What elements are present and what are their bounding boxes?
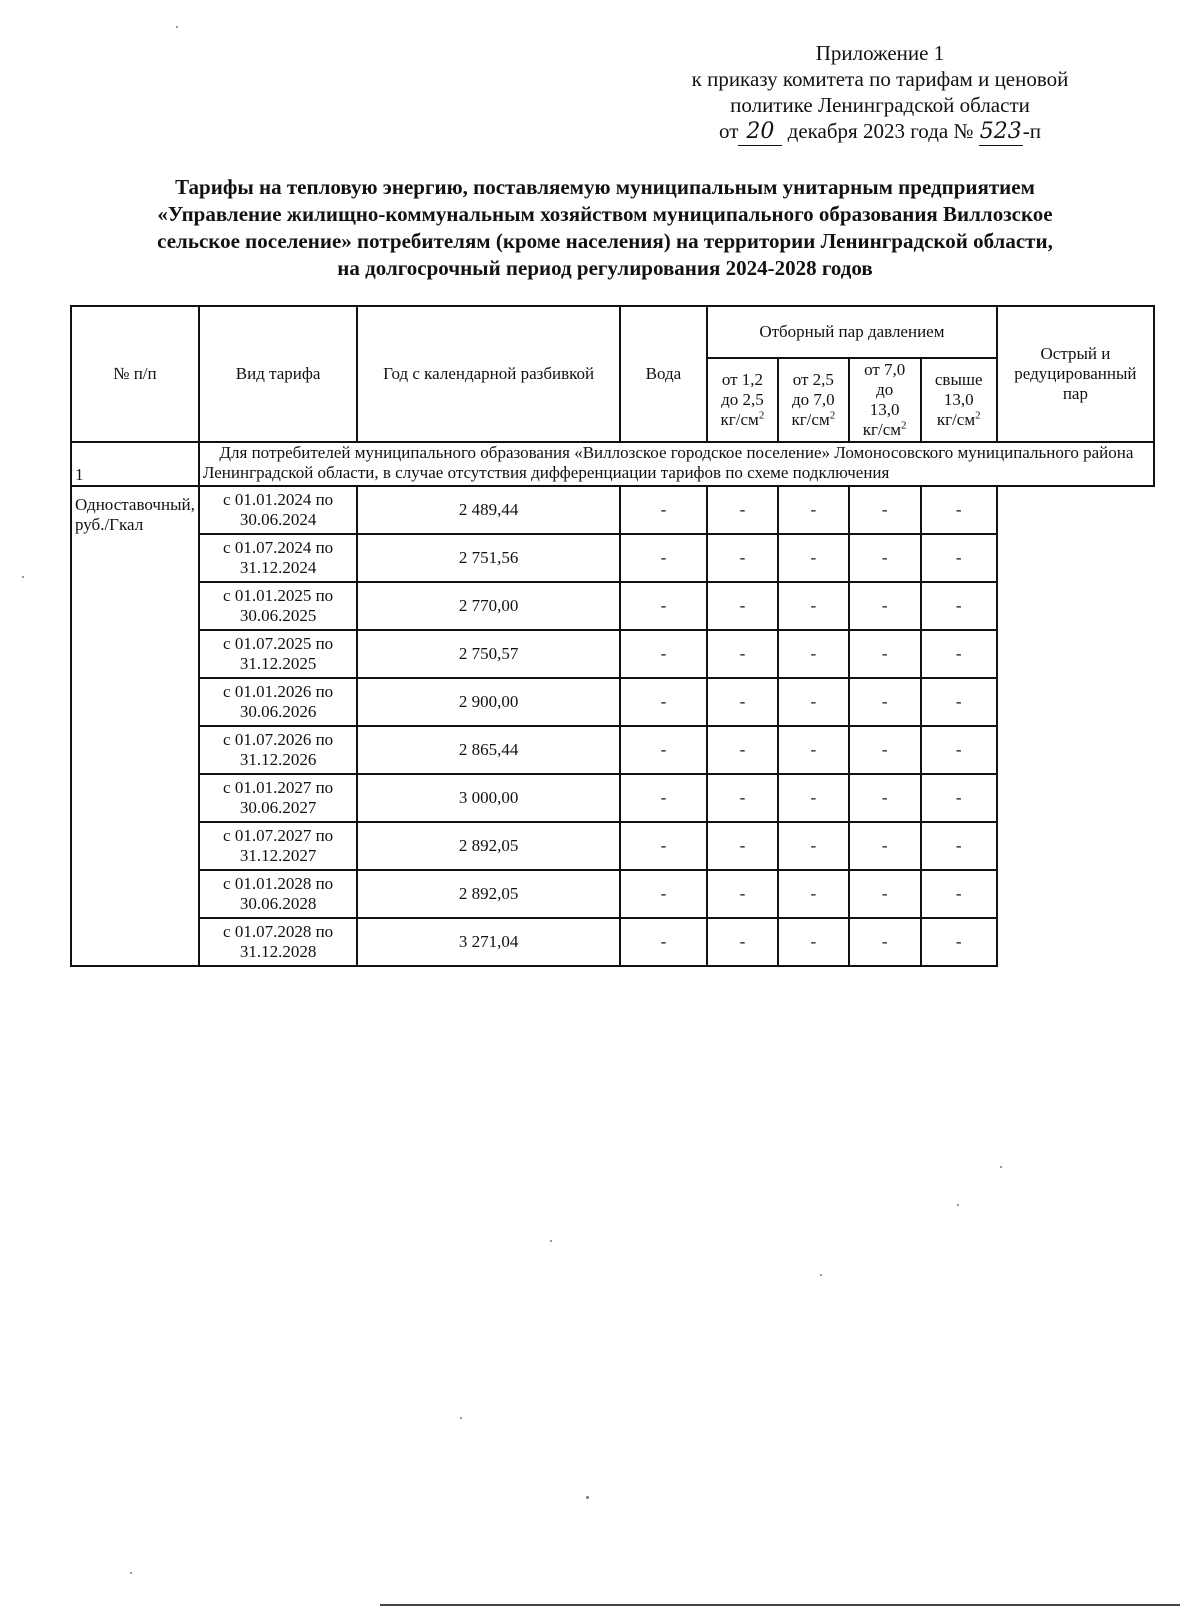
water-tariff-cell: 3 271,04: [357, 918, 620, 966]
p3-tariff-cell: -: [778, 486, 849, 534]
header-num: № п/п: [71, 306, 199, 442]
p1-unit-text: кг/см: [720, 410, 759, 429]
p4-tariff-cell: -: [849, 918, 921, 966]
period-cell: с 01.07.2026 по 31.12.2026: [199, 726, 358, 774]
p4-tariff-cell: -: [849, 678, 921, 726]
appendix-number-field: [979, 118, 1023, 146]
table-row: [71, 630, 1154, 678]
header-sharp-steam: Острый и редуцированный пар: [997, 306, 1154, 442]
title-line-1: Тарифы на тепловую энергию, поставляемую муниципальным унитарным предприятием: [175, 175, 1035, 199]
sharp-tariff-cell: -: [921, 822, 997, 870]
p1-to: до 2,5: [721, 390, 764, 409]
period-cell: с 01.01.2024 по 30.06.2024: [199, 486, 358, 534]
p3-unit-power: 2: [901, 419, 907, 432]
tariff-kind: Одноставочный, руб./Гкал: [71, 486, 199, 966]
p2-tariff-cell: -: [707, 486, 778, 534]
p1-from: от 1,2: [721, 370, 764, 389]
sharp-tariff-cell: -: [921, 678, 997, 726]
p3-tariff-cell: -: [778, 630, 849, 678]
table-row: [71, 678, 1154, 726]
group-description: Для потребителей муниципального образования «Виллозское городское поселение» Ломоносовского муниципального района Ленинградской области, в случае отсутствия дифференциации тарифов по схеме подключения: [199, 442, 1154, 486]
title-line-3: сельское поселение» потребителям (кроме населения) на территории Ленинградской области,: [157, 229, 1053, 253]
p3-unit-text: кг/см: [862, 420, 902, 439]
p1-tariff-cell: -: [620, 534, 707, 582]
table-row: [71, 726, 1154, 774]
tariff-table: [70, 305, 1155, 967]
header-water: Вода: [620, 306, 707, 442]
table-row: [71, 534, 1154, 582]
p3-tariff-cell: -: [778, 534, 849, 582]
p4-unit-text: кг/см: [936, 410, 976, 429]
p3-tariff-cell: -: [778, 870, 849, 918]
table-row: [71, 870, 1154, 918]
document-title: [70, 174, 1140, 282]
header-period: Год с календарной разбивкой: [357, 306, 620, 442]
p4-above: свыше: [934, 370, 983, 389]
p1-unit-power: 2: [758, 409, 765, 422]
period-cell: с 01.01.2025 по 30.06.2025: [199, 582, 358, 630]
p2-unit-power: 2: [829, 409, 836, 422]
period-cell: с 01.01.2026 по 30.06.2026: [199, 678, 358, 726]
p4-tariff-cell: -: [849, 582, 921, 630]
water-tariff-cell: 3 000,00: [357, 774, 620, 822]
p1-tariff-cell: -: [620, 870, 707, 918]
scan-speck: [586, 1496, 589, 1499]
scan-speck: [176, 26, 178, 28]
p1-tariff-cell: -: [620, 582, 707, 630]
appendix-number-suffix: -п: [1022, 119, 1041, 143]
p2-tariff-cell: -: [707, 774, 778, 822]
group-number: 1: [71, 442, 199, 486]
appendix-committee-line: политике Ленинградской области: [730, 93, 1030, 117]
p4-tariff-cell: -: [849, 534, 921, 582]
p2-to: до 7,0: [791, 390, 835, 409]
appendix-day-field: [738, 118, 782, 146]
p1-tariff-cell: -: [620, 678, 707, 726]
sharp-tariff-cell: -: [921, 774, 997, 822]
p1-unit: [711, 410, 774, 430]
tariff-rows: [71, 486, 1154, 966]
header-pressure-4: [921, 358, 997, 442]
p1-tariff-cell: -: [620, 486, 707, 534]
p1-tariff-cell: -: [620, 822, 707, 870]
scan-speck: [550, 1240, 552, 1242]
water-tariff-cell: 2 489,44: [357, 486, 620, 534]
sharp-tariff-cell: -: [921, 726, 997, 774]
p2-tariff-cell: -: [707, 726, 778, 774]
p2-tariff-cell: -: [707, 870, 778, 918]
p2-tariff-cell: -: [707, 534, 778, 582]
appendix-date-middle: декабря 2023 года №: [787, 119, 974, 143]
p4-tariff-cell: -: [849, 630, 921, 678]
scan-speck: [130, 1572, 132, 1574]
group-row: [71, 442, 1154, 486]
p1-tariff-cell: -: [620, 630, 707, 678]
p4-unit-power: 2: [975, 409, 981, 422]
water-tariff-cell: 2 770,00: [357, 582, 620, 630]
p2-tariff-cell: -: [707, 678, 778, 726]
p3-from: от 7,0: [864, 360, 906, 379]
header-steam-group: Отборный пар давлением: [707, 306, 997, 358]
p3-tariff-cell: -: [778, 822, 849, 870]
sharp-tariff-cell: -: [921, 630, 997, 678]
p3-tariff-cell: -: [778, 726, 849, 774]
table-row: [71, 582, 1154, 630]
header-row-top: [71, 306, 1154, 358]
p2-from: от 2,5: [792, 370, 834, 389]
appendix-day: 20: [746, 119, 775, 144]
header-pressure-3: [849, 358, 921, 442]
p1-tariff-cell: -: [620, 774, 707, 822]
appendix-order-line: к приказу комитета по тарифам и ценовой: [691, 67, 1069, 91]
scan-speck: [1000, 1166, 1002, 1168]
header-pressure-1: [707, 358, 778, 442]
p2-tariff-cell: -: [707, 822, 778, 870]
table-row: [71, 918, 1154, 966]
sharp-tariff-cell: -: [921, 534, 997, 582]
header-pressure-2: [778, 358, 849, 442]
scan-speck: [22, 576, 24, 578]
title-line-4: на долгосрочный период регулирования 2024-2028 годов: [337, 256, 873, 280]
p4-tariff-cell: -: [849, 486, 921, 534]
p4-value: 13,0: [943, 390, 974, 409]
period-cell: с 01.07.2025 по 31.12.2025: [199, 630, 358, 678]
water-tariff-cell: 2 892,05: [357, 822, 620, 870]
header-kind: Вид тарифа: [199, 306, 358, 442]
p4-tariff-cell: -: [849, 774, 921, 822]
p2-tariff-cell: -: [707, 630, 778, 678]
period-cell: с 01.07.2027 по 31.12.2027: [199, 822, 358, 870]
appendix-number: 523: [979, 119, 1022, 144]
p3-to-word: до: [876, 380, 894, 399]
appendix-header: [620, 40, 1140, 146]
sharp-tariff-cell: -: [921, 582, 997, 630]
period-cell: с 01.01.2027 по 30.06.2027: [199, 774, 358, 822]
period-cell: с 01.07.2028 по 31.12.2028: [199, 918, 358, 966]
p4-tariff-cell: -: [849, 870, 921, 918]
appendix-title: Приложение 1: [815, 41, 945, 65]
p2-unit: [782, 410, 845, 430]
scan-edge-line: [380, 1604, 1180, 1606]
p3-unit: [853, 420, 917, 440]
water-tariff-cell: 2 750,57: [357, 630, 620, 678]
appendix-date-line: [620, 118, 1140, 146]
water-tariff-cell: 2 751,56: [357, 534, 620, 582]
p3-to: 13,0: [869, 400, 900, 419]
title-line-2: «Управление жилищно-коммунальным хозяйством муниципального образования Виллозское: [157, 202, 1053, 226]
p3-tariff-cell: -: [778, 678, 849, 726]
appendix-date-prefix: от: [719, 119, 739, 143]
p1-tariff-cell: -: [620, 726, 707, 774]
scan-speck: [820, 1274, 822, 1276]
p3-tariff-cell: -: [778, 774, 849, 822]
water-tariff-cell: 2 865,44: [357, 726, 620, 774]
table-row: [71, 822, 1154, 870]
table-row: [71, 486, 1154, 534]
p2-tariff-cell: -: [707, 582, 778, 630]
p2-unit-text: кг/см: [791, 410, 830, 429]
water-tariff-cell: 2 892,05: [357, 870, 620, 918]
p3-tariff-cell: -: [778, 918, 849, 966]
water-tariff-cell: 2 900,00: [357, 678, 620, 726]
p2-tariff-cell: -: [707, 918, 778, 966]
sharp-tariff-cell: -: [921, 870, 997, 918]
table-row: [71, 774, 1154, 822]
scan-speck: [957, 1204, 959, 1206]
period-cell: с 01.07.2024 по 31.12.2024: [199, 534, 358, 582]
scan-speck: [460, 1417, 462, 1419]
p4-tariff-cell: -: [849, 726, 921, 774]
p1-tariff-cell: -: [620, 918, 707, 966]
p4-tariff-cell: -: [849, 822, 921, 870]
sharp-tariff-cell: -: [921, 918, 997, 966]
sharp-tariff-cell: -: [921, 486, 997, 534]
period-cell: с 01.01.2028 по 30.06.2028: [199, 870, 358, 918]
p4-unit: [925, 410, 993, 430]
p3-tariff-cell: -: [778, 582, 849, 630]
